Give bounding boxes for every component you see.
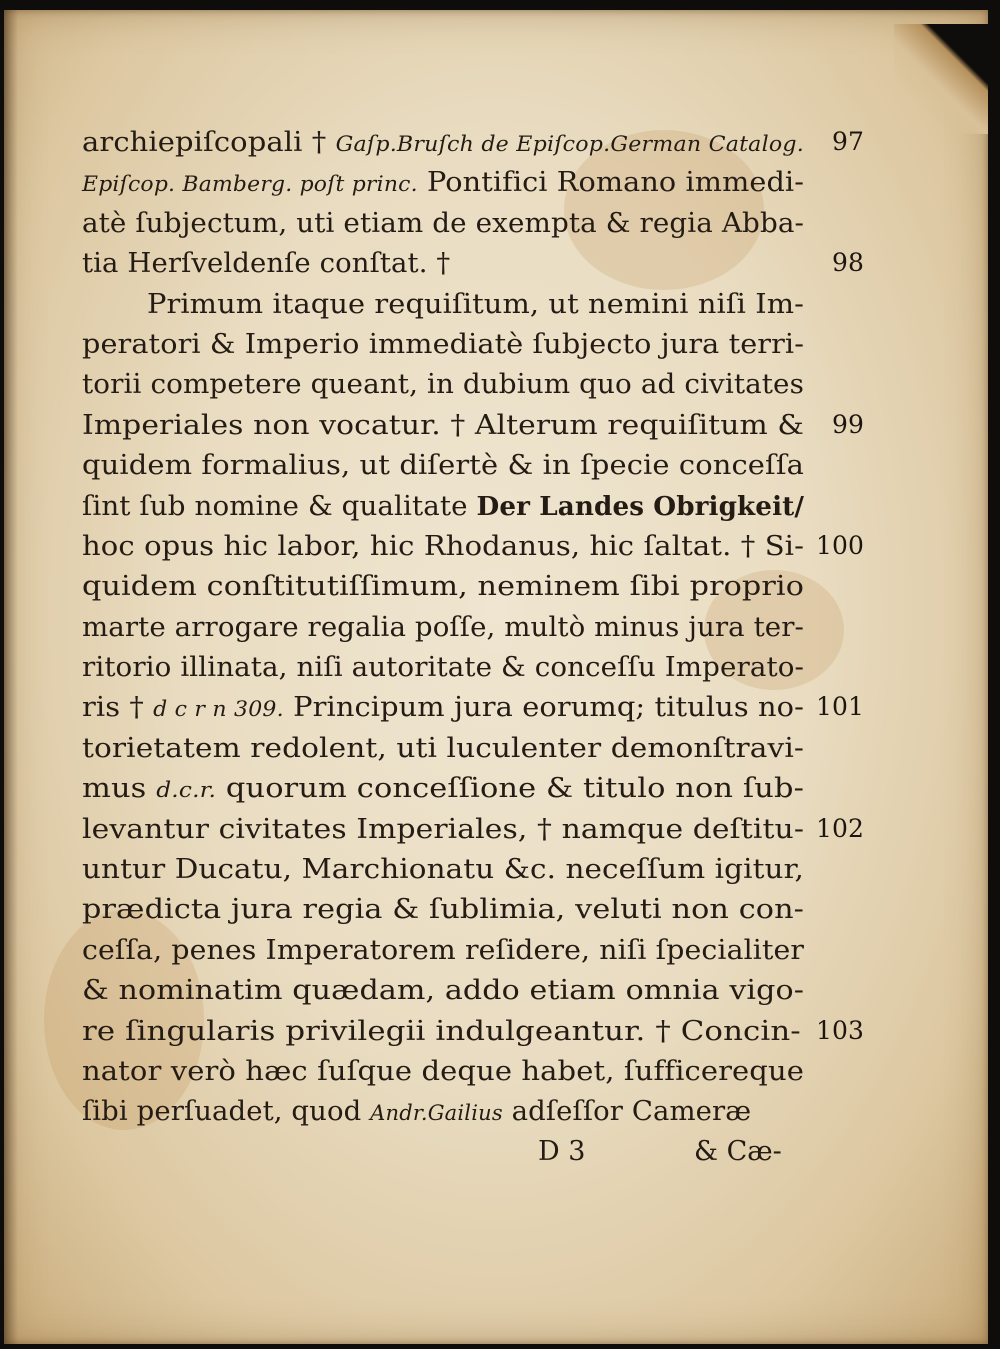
- text-line: [82, 243, 864, 283]
- text-run: ſibi perſuadet, quod: [82, 1095, 371, 1128]
- text-run: hoc opus hic labor, hic Rhodanus, hic ſaltat. † Si-: [82, 529, 805, 562]
- text-run: Imperiales non vocatur. † Alterum requiſitum &: [82, 408, 804, 441]
- text-line: [82, 203, 812, 243]
- text-line: [82, 687, 864, 727]
- line-text: [82, 809, 804, 849]
- page-edge-shadow: [4, 10, 18, 1344]
- margin-number: 103: [815, 1015, 864, 1045]
- line-text: [82, 203, 804, 243]
- text-line: [82, 526, 864, 566]
- text-line: [82, 970, 812, 1010]
- line-text: [82, 768, 804, 810]
- line-text: [82, 445, 804, 485]
- text-run: nator verò hæc ſuſque deque habet, ſufficereque: [82, 1054, 804, 1087]
- text-run: ritorio illinata, niſi autoritate & conceſſu Imperato-: [82, 651, 804, 684]
- main-text: [82, 122, 864, 1172]
- text-line: [82, 889, 812, 929]
- line-text: [82, 405, 804, 445]
- italic-citation: Epiſcop. Bamberg. poſt princ.: [82, 172, 418, 197]
- text-run: peratori & Imperio immediatè ſubjecto jura terri-: [82, 327, 804, 360]
- text-run: prædicta jura regia & ſublimia, veluti non con-: [82, 893, 804, 926]
- text-line: [82, 1011, 864, 1051]
- text-run: quorum conceſſione & titulo non ſub-: [216, 772, 804, 805]
- margin-number: 98: [831, 248, 864, 278]
- text-line: [82, 486, 812, 526]
- catchword: & Cæ-: [694, 1135, 782, 1167]
- text-run: ſint ſub nomine & qualitate: [82, 489, 477, 522]
- text-run: torietatem redolent, uti luculenter demonſtravi-: [82, 731, 804, 764]
- text-run: mus: [82, 772, 157, 805]
- text-line: [82, 1091, 812, 1131]
- line-text: [82, 364, 804, 404]
- book-page: [4, 10, 988, 1344]
- text-run: ris †: [82, 691, 154, 724]
- text-line: [82, 728, 812, 768]
- text-line: [82, 768, 812, 808]
- line-text: [82, 324, 804, 364]
- text-line: [82, 162, 812, 202]
- text-run: Principum jura eorumq; titulus no-: [283, 691, 804, 724]
- text-run: atè ſubjectum, uti etiam de exempta & regia Abba-: [82, 206, 804, 239]
- text-run: quidem conſtitutiſſimum, neminem ſibi proprio: [82, 570, 805, 603]
- text-run: torii competere queant, in dubium quo ad civitates: [82, 368, 805, 401]
- text-line: [82, 445, 812, 485]
- line-text: [82, 486, 804, 527]
- line-text: [82, 566, 804, 606]
- text-run: ceſſa, penes Imperatorem reſidere, niſi ſpecialiter: [82, 933, 805, 966]
- italic-citation: Gaſp.Bruſch de Epiſcop.German Catalog.: [335, 132, 804, 156]
- text-line: [82, 324, 812, 364]
- text-line: [82, 566, 812, 606]
- line-text: [82, 687, 804, 729]
- line-text: [82, 243, 450, 283]
- italic-citation: d c r n 309.: [153, 697, 284, 722]
- line-text: [82, 930, 804, 970]
- line-text: [82, 1051, 804, 1091]
- text-run: untur Ducatu, Marchionatu &c. neceſſum igitur,: [82, 853, 804, 886]
- margin-number: 100: [815, 530, 864, 560]
- margin-number: 101: [815, 692, 864, 722]
- line-text: [82, 122, 804, 164]
- text-run: adſeſſor Cameræ: [502, 1095, 752, 1128]
- line-text: [82, 849, 804, 889]
- margin-number: 102: [815, 813, 864, 843]
- text-run: Pontifici Romano immedi-: [417, 166, 804, 199]
- italic-citation: Andr.Gailius: [370, 1101, 503, 1126]
- fraktur-phrase: Der Landes Obrigkeit/: [476, 491, 804, 522]
- line-text: [82, 526, 804, 566]
- text-line: [82, 364, 812, 404]
- line-text: [82, 728, 804, 768]
- line-text: [82, 1091, 751, 1133]
- italic-citation: d.c.r.: [156, 778, 217, 803]
- text-line: [82, 405, 864, 445]
- text-run: levantur civitates Imperiales, † namque deſtitu-: [82, 812, 805, 845]
- text-line: [82, 809, 864, 849]
- text-run: archiepiſcopali †: [82, 126, 336, 158]
- text-run: & nominatim quædam, addo etiam omnia vigo-: [82, 974, 804, 1007]
- margin-number: 97: [831, 127, 864, 156]
- line-text: [82, 1011, 801, 1051]
- text-run: marte arrogare regalia poſſe, multò minus jura ter-: [82, 610, 804, 643]
- text-run: Primum itaque requiſitum, ut nemini niſi Im-: [146, 287, 804, 320]
- text-line: [82, 284, 812, 324]
- line-text: [82, 970, 804, 1010]
- line-text: [82, 607, 804, 647]
- text-run: re ſingularis privilegii indulgeantur. † Concin-: [82, 1014, 801, 1047]
- folded-corner: [894, 24, 988, 134]
- margin-number: 99: [831, 409, 864, 439]
- text-line: [82, 930, 812, 970]
- text-line: [82, 647, 812, 687]
- text-line: [82, 607, 812, 647]
- signature-line: [82, 1132, 812, 1172]
- line-text: [82, 889, 804, 929]
- text-run: tia Herſveldenſe conſtat. †: [82, 247, 451, 280]
- text-run: quidem formalius, ut diſertè & in ſpecie conceſſa: [82, 449, 804, 482]
- line-text: [82, 162, 804, 204]
- signature-mark: D 3: [538, 1135, 586, 1167]
- text-line: [82, 1051, 812, 1091]
- text-line: [82, 849, 812, 889]
- line-text: [82, 647, 804, 687]
- text-line: [82, 122, 864, 162]
- line-text: [82, 284, 804, 324]
